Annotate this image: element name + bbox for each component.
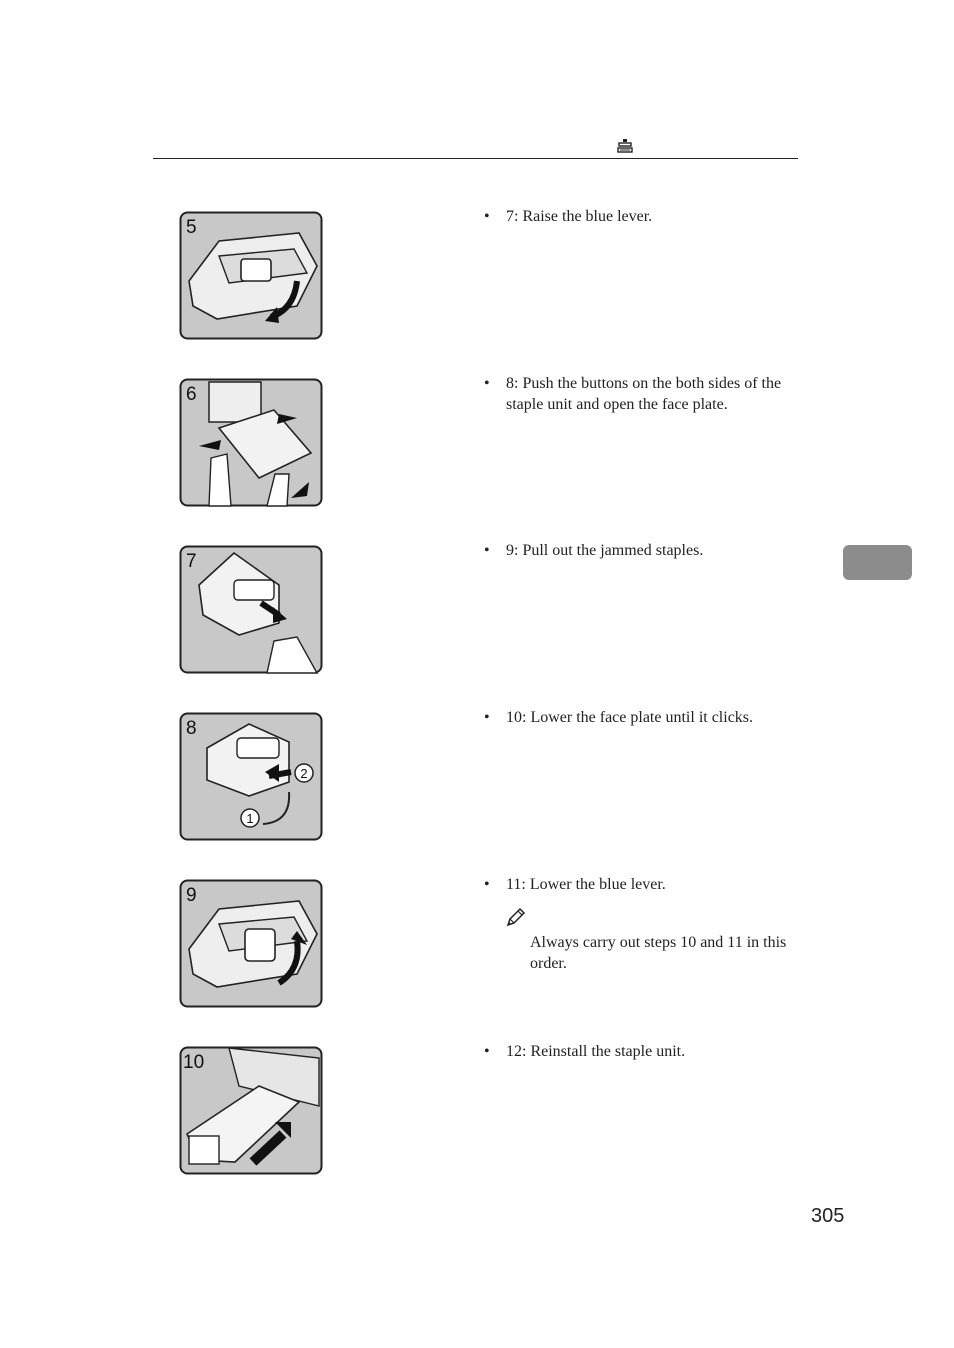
pencil-note-icon bbox=[506, 907, 526, 927]
step-number: 10 bbox=[183, 1052, 205, 1073]
step-instruction-10: 10: Lower the face plate until it clicks. bbox=[506, 709, 754, 726]
step-instruction-8: 8: Push the buttons on the both sides of the staple unit and open the face plate. bbox=[506, 375, 782, 413]
step-figure-5 bbox=[179, 211, 323, 340]
step-number: 8 bbox=[186, 718, 197, 739]
step-instruction-9: 9: Pull out the jammed staples. bbox=[506, 542, 704, 559]
page-number: 305 bbox=[811, 1205, 845, 1227]
step-figure-6 bbox=[179, 378, 323, 507]
bullet: • bbox=[484, 876, 490, 893]
step-figure-9 bbox=[179, 879, 323, 1008]
step-figure-10 bbox=[179, 1046, 323, 1175]
step-figure-7 bbox=[179, 545, 323, 674]
bullet: • bbox=[484, 542, 490, 559]
bullet: • bbox=[484, 709, 490, 726]
step-number: 6 bbox=[186, 384, 197, 405]
note-text: Always carry out steps 10 and 11 in this order. bbox=[530, 934, 787, 972]
callout-1: 1 bbox=[246, 811, 254, 826]
step-instruction-7: 7: Raise the blue lever. bbox=[506, 208, 653, 225]
stapler-icon bbox=[617, 138, 633, 154]
step-number: 5 bbox=[186, 217, 197, 238]
bullet: • bbox=[484, 1043, 490, 1060]
step-figure-8 bbox=[179, 712, 323, 841]
step-number: 9 bbox=[186, 885, 197, 906]
step-number: 7 bbox=[186, 551, 197, 572]
step-instruction-12: 12: Reinstall the staple unit. bbox=[506, 1043, 686, 1060]
bullet: • bbox=[484, 375, 490, 392]
chapter-tab bbox=[843, 545, 912, 580]
callout-2: 2 bbox=[300, 766, 308, 781]
bullet: • bbox=[484, 208, 490, 225]
header-rule bbox=[153, 158, 798, 159]
step-instruction-11: 11: Lower the blue lever. bbox=[506, 876, 666, 893]
